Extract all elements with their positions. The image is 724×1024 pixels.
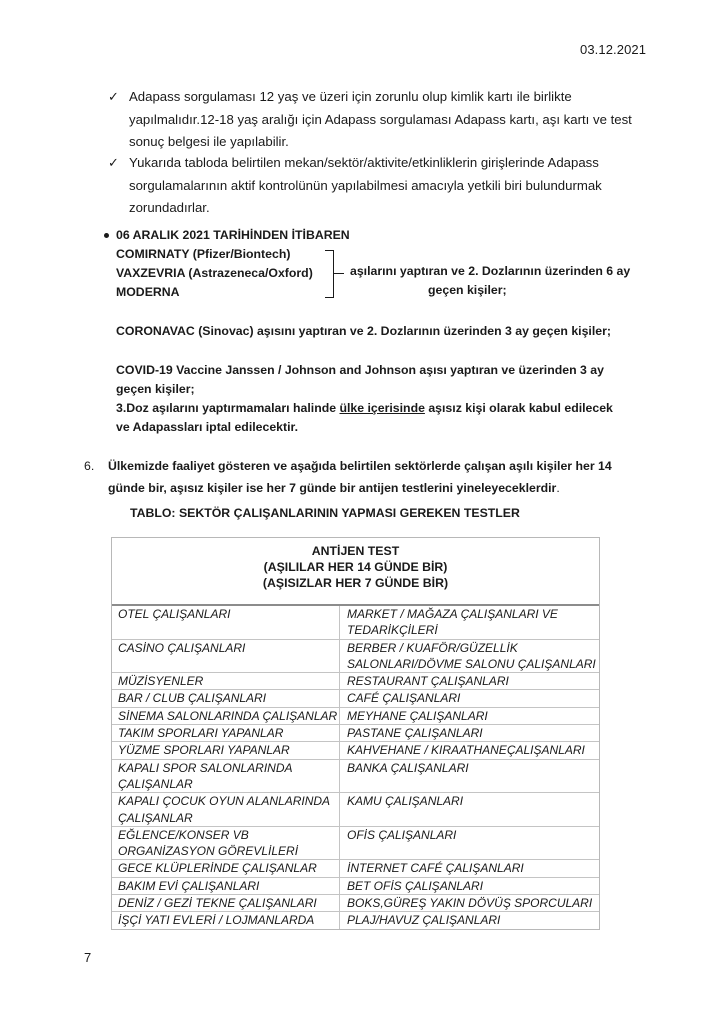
item-number: 6. xyxy=(84,459,95,473)
table-cell: SİNEMA SALONLARINDA ÇALIŞANLAR xyxy=(112,708,340,724)
table-cell: GECE KLÜPLERİNDE ÇALIŞANLAR xyxy=(112,860,340,876)
bullet-icon xyxy=(104,233,109,238)
check-list-item xyxy=(108,86,648,154)
table-cell: DENİZ / GEZİ TEKNE ÇALIŞANLARI xyxy=(112,895,340,911)
table-cell: EĞLENCE/KONSER VB ORGANİZASYON GÖREVLİLERİ xyxy=(112,827,340,860)
table-cell: KAPALI SPOR SALONLARINDA ÇALIŞANLAR xyxy=(112,760,340,793)
table-row xyxy=(112,911,599,928)
table-cell: BET OFİS ÇALIŞANLARI xyxy=(347,878,484,893)
table-row xyxy=(112,859,599,876)
third-dose-post: aşısız kişi olarak kabul edilecek ve Adapassları iptal edilecektir. xyxy=(116,401,613,435)
check-list-item xyxy=(108,152,648,220)
table-row xyxy=(112,826,599,860)
table-header xyxy=(112,538,599,606)
page-number: 7 xyxy=(84,950,92,965)
table-cell: BAR / CLUB ÇALIŞANLARI xyxy=(112,690,340,706)
table-cell: MEYHANE ÇALIŞANLARI xyxy=(347,708,488,723)
document-date: 03.12.2021 xyxy=(580,42,647,57)
table-cell: OTEL ÇALIŞANLARI xyxy=(112,606,340,639)
checkmark-icon: ✓ xyxy=(108,89,119,104)
table-cell: BERBER / KUAFÖR/GÜZELLİK SALONLARI/DÖVME SALONU ÇALIŞANLARI xyxy=(347,640,596,671)
table-row xyxy=(112,877,599,894)
table-row xyxy=(112,741,599,758)
table-cell: BANKA ÇALIŞANLARI xyxy=(347,760,469,775)
table-cell: BAKIM EVİ ÇALIŞANLARI xyxy=(112,878,340,894)
table-cell: BOKS,GÜREŞ YAKIN DÖVÜŞ SPORCULARI xyxy=(347,896,593,911)
table-row xyxy=(112,707,599,724)
table-cell: KAHVEHANE / KIRAATHANEÇALIŞANLARI xyxy=(347,743,585,758)
vaccine-name: COMIRNATY (Pfizer/Biontech) xyxy=(116,247,291,261)
vaccine-name: VAXZEVRIA (Astrazeneca/Oxford) xyxy=(116,266,313,280)
checkmark-icon: ✓ xyxy=(108,155,119,170)
coronavac-text: CORONAVAC (Sinovac) aşısını yaptıran ve 2. Dozlarının üzerinden 3 ay geçen kişiler; xyxy=(116,324,611,338)
table-row xyxy=(112,759,599,793)
header-line: (AŞISIZLAR HER 7 GÜNDE BİR) xyxy=(262,576,449,590)
table-row xyxy=(112,724,599,741)
table-cell: PASTANE ÇALIŞANLARI xyxy=(347,726,483,741)
table-cell: CASİNO ÇALIŞANLARI xyxy=(112,640,340,673)
janssen-text: COVID-19 Vaccine Janssen / Johnson and Johnson aşısı yaptıran ve üzerinden 3 ay geçen kişiler; xyxy=(116,363,604,397)
table-row xyxy=(112,689,599,706)
vaccine-name: MODERNA xyxy=(116,285,180,299)
header-line: (AŞILILAR HER 14 GÜNDE BİR) xyxy=(263,560,448,574)
table-cell: CAFÉ ÇALIŞANLARI xyxy=(347,691,461,706)
table-cell: OFİS ÇALIŞANLARI xyxy=(347,827,457,842)
third-dose-text xyxy=(116,399,626,437)
third-dose-underlined: ülke içerisinde xyxy=(339,401,425,415)
item-end: . xyxy=(556,481,560,495)
table-row xyxy=(112,672,599,689)
curly-bracket-icon xyxy=(325,250,334,298)
table-row xyxy=(112,606,599,639)
table-title: TABLO: SEKTÖR ÇALIŞANLARININ YAPMASI GEREKEN TESTLER xyxy=(130,506,520,520)
table-cell: YÜZME SPORLARI YAPANLAR xyxy=(112,742,340,758)
bracket-text-continued: geçen kişiler; xyxy=(428,283,507,297)
item-text: Ülkemizde faaliyet gösteren ve aşağıda belirtilen sektörlerde çalışan aşılı kişiler her 14 günde bir, aşısız kişiler ise her 7 günde bir antijen testlerini yineleyeceklerdir xyxy=(108,459,612,495)
header-line: ANTİJEN TEST xyxy=(311,544,400,558)
table-cell: PLAJ/HAVUZ ÇALIŞANLARI xyxy=(347,913,501,928)
table-cell: İNTERNET CAFÉ ÇALIŞANLARI xyxy=(347,861,524,876)
bracket-tick xyxy=(334,273,344,274)
sector-test-table xyxy=(111,537,600,930)
table-cell: İŞÇİ YATI EVLERİ / LOJMANLARDA xyxy=(112,912,340,928)
table-row xyxy=(112,894,599,911)
table-row xyxy=(112,639,599,673)
table-row xyxy=(112,792,599,826)
check-item-text: Adapass sorgulaması 12 yaş ve üzeri için zorunlu olup kimlik kartı ile birlikte yapılmalıdır.12-18 yaş aralığı için Adapass sorgulaması Adapass kartı, aşı kartı ve test sonuç belgesi ile yapılabilir. xyxy=(129,89,632,149)
numbered-item-6 xyxy=(84,455,644,499)
bracket-text: aşılarını yaptıran ve 2. Dozlarının üzerinden 6 ay xyxy=(350,264,631,278)
table-cell: MARKET / MAĞAZA ÇALIŞANLARI VE TEDARİKÇİLERİ xyxy=(347,607,558,638)
table-cell: MÜZİSYENLER xyxy=(112,673,340,689)
table-cell: RESTAURANT ÇALIŞANLARI xyxy=(347,674,509,689)
third-dose-pre: 3.Doz aşılarını yaptırmamaları halinde xyxy=(116,401,340,415)
table-cell: TAKIM SPORLARI YAPANLAR xyxy=(112,725,340,741)
table-cell: KAMU ÇALIŞANLARI xyxy=(347,794,464,809)
check-item-text: Yukarıda tabloda belirtilen mekan/sektör/aktivite/etkinliklerin girişlerinde Adapass sorgulamalarının aktif kontrolünün yapılabilmesi amacıyla yetkili biri bulundurmak zorundadırlar. xyxy=(129,155,602,215)
vaccine-section-heading: 06 ARALIK 2021 TARİHİNDEN İTİBAREN xyxy=(116,228,350,242)
table-body xyxy=(112,606,599,929)
table-cell: KAPALI ÇOCUK OYUN ALANLARINDA ÇALIŞANLAR xyxy=(112,793,340,826)
